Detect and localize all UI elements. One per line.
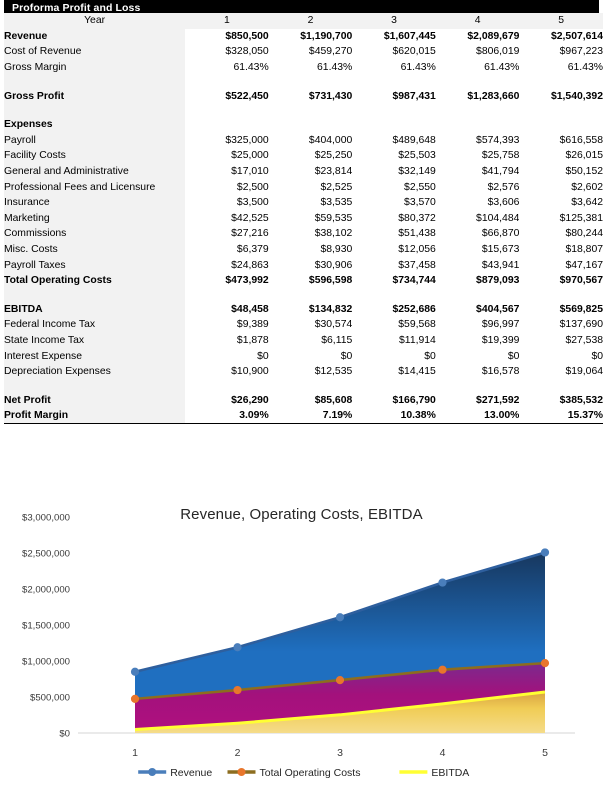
data-point-total-operating-costs bbox=[439, 666, 446, 673]
row-value-year-1: $328,050 bbox=[185, 44, 269, 60]
row-value-year-3: $2,550 bbox=[352, 179, 436, 195]
row-value-year-4: $574,393 bbox=[436, 133, 520, 149]
legend-marker bbox=[148, 768, 156, 776]
y-axis-tick-label: $3,000,000 bbox=[21, 512, 70, 524]
header-cell-year-5: 5 bbox=[519, 13, 603, 29]
spacer-cell bbox=[519, 75, 603, 88]
row-label: State Income Tax bbox=[4, 333, 185, 349]
row-value-year-1: $25,000 bbox=[185, 148, 269, 164]
row-label: Gross Margin bbox=[4, 60, 185, 76]
row-value-year-3: $489,648 bbox=[352, 133, 436, 149]
row-label: Professional Fees and Licensure bbox=[4, 179, 185, 195]
row-label: Payroll Taxes bbox=[4, 257, 185, 273]
row-value-year-5: $19,064 bbox=[519, 364, 603, 380]
row-value-year-2: $30,574 bbox=[269, 317, 353, 333]
legend-marker bbox=[238, 768, 246, 776]
data-point-total-operating-costs bbox=[234, 686, 241, 693]
row-value-year-2: $134,832 bbox=[269, 302, 353, 318]
row-label: Depreciation Expenses bbox=[4, 364, 185, 380]
table-row bbox=[4, 242, 603, 258]
spacer-cell bbox=[185, 289, 269, 302]
row-value-year-2: 61.43% bbox=[269, 60, 353, 76]
row-value-year-2: $0 bbox=[269, 348, 353, 364]
row-value-year-5: 15.37% bbox=[519, 408, 603, 424]
row-value-year-4: $3,606 bbox=[436, 195, 520, 211]
row-value-year-2: $8,930 bbox=[269, 242, 353, 258]
row-label: Marketing bbox=[4, 211, 185, 227]
row-value-year-1: $325,000 bbox=[185, 133, 269, 149]
row-label: Payroll bbox=[4, 133, 185, 149]
row-value-year-4: $25,758 bbox=[436, 148, 520, 164]
revenue-costs-ebitda-chart bbox=[0, 495, 603, 795]
row-value-year-5: $1,540,392 bbox=[519, 88, 603, 104]
y-axis-tick-label: $1,500,000 bbox=[21, 620, 70, 632]
row-value-year-2: $2,525 bbox=[269, 179, 353, 195]
spacer-label-cell bbox=[4, 289, 185, 302]
row-value-year-1: $3,500 bbox=[185, 195, 269, 211]
spacer-label-cell bbox=[4, 104, 185, 117]
row-value-year-5: $137,690 bbox=[519, 317, 603, 333]
table-row bbox=[4, 179, 603, 195]
row-value-year-5: $3,642 bbox=[519, 195, 603, 211]
row-value-year-1: 3.09% bbox=[185, 408, 269, 424]
row-label: Cost of Revenue bbox=[4, 44, 185, 60]
legend-label: Revenue bbox=[170, 766, 213, 779]
row-value-year-4: $879,093 bbox=[436, 273, 520, 289]
row-value-year-4: $96,997 bbox=[436, 317, 520, 333]
spacer-cell bbox=[352, 104, 436, 117]
data-point-revenue bbox=[336, 614, 343, 621]
legend-item-revenue[interactable] bbox=[138, 767, 212, 779]
table-row bbox=[4, 392, 603, 408]
spacer-cell bbox=[519, 379, 603, 392]
row-value-year-3: $11,914 bbox=[352, 333, 436, 349]
table-row bbox=[4, 164, 603, 180]
row-value-year-1: $522,450 bbox=[185, 88, 269, 104]
row-value-year-5: $970,567 bbox=[519, 273, 603, 289]
pl-data-table bbox=[4, 13, 603, 424]
row-label: Total Operating Costs bbox=[4, 273, 185, 289]
row-value-year-4: $271,592 bbox=[436, 392, 520, 408]
row-value-year-3 bbox=[352, 117, 436, 133]
row-label: Profit Margin bbox=[4, 408, 185, 424]
row-label: Gross Profit bbox=[4, 88, 185, 104]
row-value-year-5: $80,244 bbox=[519, 226, 603, 242]
data-point-revenue bbox=[541, 549, 548, 556]
row-value-year-5: $18,807 bbox=[519, 242, 603, 258]
row-value-year-5: 61.43% bbox=[519, 60, 603, 76]
x-axis-tick-label: 3 bbox=[337, 747, 343, 759]
row-value-year-5: $2,507,614 bbox=[519, 29, 603, 45]
table-row bbox=[4, 226, 603, 242]
row-value-year-1: $9,389 bbox=[185, 317, 269, 333]
table-row bbox=[4, 333, 603, 349]
row-value-year-3: 61.43% bbox=[352, 60, 436, 76]
row-value-year-3: $14,415 bbox=[352, 364, 436, 380]
spacer-cell bbox=[352, 75, 436, 88]
row-value-year-2: $404,000 bbox=[269, 133, 353, 149]
row-value-year-3: $620,015 bbox=[352, 44, 436, 60]
legend-label: EBITDA bbox=[431, 766, 470, 779]
row-value-year-4: $104,484 bbox=[436, 211, 520, 227]
spacer-cell bbox=[185, 379, 269, 392]
row-value-year-1: $24,863 bbox=[185, 257, 269, 273]
row-value-year-2: $6,115 bbox=[269, 333, 353, 349]
row-value-year-5: $385,532 bbox=[519, 392, 603, 408]
table-header-row bbox=[4, 13, 603, 29]
spacer-cell bbox=[436, 75, 520, 88]
row-value-year-2: $85,608 bbox=[269, 392, 353, 408]
legend-item-ebitda[interactable] bbox=[399, 767, 469, 779]
row-value-year-2: $59,535 bbox=[269, 211, 353, 227]
row-label: Commissions bbox=[4, 226, 185, 242]
row-value-year-3: $51,438 bbox=[352, 226, 436, 242]
spacer-cell bbox=[436, 104, 520, 117]
row-value-year-3: $80,372 bbox=[352, 211, 436, 227]
data-point-total-operating-costs bbox=[541, 660, 548, 667]
x-axis-tick-label: 5 bbox=[542, 747, 548, 759]
row-value-year-2: $23,814 bbox=[269, 164, 353, 180]
row-value-year-3: $252,686 bbox=[352, 302, 436, 318]
row-value-year-2: $38,102 bbox=[269, 226, 353, 242]
table-row bbox=[4, 29, 603, 45]
spacer-cell bbox=[269, 379, 353, 392]
data-point-revenue bbox=[439, 579, 446, 586]
table-title: Proforma Profit and Loss bbox=[4, 0, 599, 13]
row-value-year-4: $2,576 bbox=[436, 179, 520, 195]
row-value-year-5 bbox=[519, 117, 603, 133]
spacer-cell bbox=[352, 379, 436, 392]
row-label: Misc. Costs bbox=[4, 242, 185, 258]
row-value-year-1: $10,900 bbox=[185, 364, 269, 380]
table-spacer-row bbox=[4, 379, 603, 392]
y-axis-tick-label: $2,500,000 bbox=[21, 548, 70, 560]
row-label: Net Profit bbox=[4, 392, 185, 408]
row-value-year-5: $50,152 bbox=[519, 164, 603, 180]
row-value-year-2: $459,270 bbox=[269, 44, 353, 60]
spacer-cell bbox=[269, 104, 353, 117]
spacer-cell bbox=[185, 104, 269, 117]
table-row bbox=[4, 364, 603, 380]
table-spacer-row bbox=[4, 289, 603, 302]
row-value-year-5: $47,167 bbox=[519, 257, 603, 273]
row-value-year-1: 61.43% bbox=[185, 60, 269, 76]
row-value-year-3: $1,607,445 bbox=[352, 29, 436, 45]
row-value-year-3: $37,458 bbox=[352, 257, 436, 273]
header-cell-year-2: 2 bbox=[269, 13, 353, 29]
row-value-year-3: $25,503 bbox=[352, 148, 436, 164]
table-row bbox=[4, 211, 603, 227]
row-value-year-4: $806,019 bbox=[436, 44, 520, 60]
row-label: EBITDA bbox=[4, 302, 185, 318]
row-value-year-3: $0 bbox=[352, 348, 436, 364]
table-row bbox=[4, 348, 603, 364]
row-value-year-3: $987,431 bbox=[352, 88, 436, 104]
row-value-year-1: $17,010 bbox=[185, 164, 269, 180]
row-label: Revenue bbox=[4, 29, 185, 45]
row-value-year-2: $3,535 bbox=[269, 195, 353, 211]
row-value-year-4: $1,283,660 bbox=[436, 88, 520, 104]
spacer-cell bbox=[519, 104, 603, 117]
spacer-cell bbox=[352, 289, 436, 302]
spacer-cell bbox=[269, 75, 353, 88]
header-cell-year-3: 3 bbox=[352, 13, 436, 29]
spacer-cell bbox=[185, 75, 269, 88]
row-value-year-5: $967,223 bbox=[519, 44, 603, 60]
spacer-cell bbox=[269, 289, 353, 302]
y-axis-tick-label: $1,000,000 bbox=[21, 656, 70, 668]
table-row bbox=[4, 60, 603, 76]
row-value-year-5: $2,602 bbox=[519, 179, 603, 195]
row-value-year-4: $2,089,679 bbox=[436, 29, 520, 45]
row-value-year-4: 13.00% bbox=[436, 408, 520, 424]
row-value-year-4: $404,567 bbox=[436, 302, 520, 318]
chart-title: Revenue, Operating Costs, EBITDA bbox=[180, 506, 423, 523]
row-value-year-2: $25,250 bbox=[269, 148, 353, 164]
table-spacer-row bbox=[4, 104, 603, 117]
row-label: Insurance bbox=[4, 195, 185, 211]
x-axis-tick-label: 4 bbox=[439, 747, 446, 759]
header-cell-year: Year bbox=[4, 13, 185, 29]
table-row bbox=[4, 117, 603, 133]
row-value-year-2: $731,430 bbox=[269, 88, 353, 104]
row-label: Federal Income Tax bbox=[4, 317, 185, 333]
data-point-revenue bbox=[131, 668, 138, 675]
row-value-year-4: $66,870 bbox=[436, 226, 520, 242]
row-value-year-3: $59,568 bbox=[352, 317, 436, 333]
row-value-year-4: $41,794 bbox=[436, 164, 520, 180]
spacer-cell bbox=[436, 289, 520, 302]
table-spacer-row bbox=[4, 75, 603, 88]
row-value-year-3: $12,056 bbox=[352, 242, 436, 258]
row-value-year-1: $26,290 bbox=[185, 392, 269, 408]
table-row bbox=[4, 44, 603, 60]
table-row bbox=[4, 133, 603, 149]
row-value-year-4: 61.43% bbox=[436, 60, 520, 76]
row-label: General and Administrative bbox=[4, 164, 185, 180]
row-value-year-1: $0 bbox=[185, 348, 269, 364]
row-value-year-1: $27,216 bbox=[185, 226, 269, 242]
row-value-year-2: $30,906 bbox=[269, 257, 353, 273]
row-value-year-3: $166,790 bbox=[352, 392, 436, 408]
row-value-year-3: $3,570 bbox=[352, 195, 436, 211]
y-axis-tick-label: $2,000,000 bbox=[21, 584, 70, 596]
row-value-year-1: $42,525 bbox=[185, 211, 269, 227]
row-value-year-2: $596,598 bbox=[269, 273, 353, 289]
header-cell-year-1: 1 bbox=[185, 13, 269, 29]
table-row bbox=[4, 302, 603, 318]
y-axis-tick-label: $500,000 bbox=[29, 692, 70, 704]
header-cell-year-4: 4 bbox=[436, 13, 520, 29]
row-value-year-5: $27,538 bbox=[519, 333, 603, 349]
row-value-year-5: $0 bbox=[519, 348, 603, 364]
row-value-year-5: $125,381 bbox=[519, 211, 603, 227]
row-value-year-1: $2,500 bbox=[185, 179, 269, 195]
row-value-year-3: 10.38% bbox=[352, 408, 436, 424]
row-value-year-1: $6,379 bbox=[185, 242, 269, 258]
spacer-cell bbox=[519, 289, 603, 302]
y-axis-tick-label: $0 bbox=[59, 728, 70, 740]
row-value-year-4 bbox=[436, 117, 520, 133]
row-value-year-3: $734,744 bbox=[352, 273, 436, 289]
row-value-year-5: $616,558 bbox=[519, 133, 603, 149]
row-value-year-1: $1,878 bbox=[185, 333, 269, 349]
row-value-year-1 bbox=[185, 117, 269, 133]
row-value-year-4: $0 bbox=[436, 348, 520, 364]
row-value-year-5: $26,015 bbox=[519, 148, 603, 164]
row-value-year-4: $16,578 bbox=[436, 364, 520, 380]
table-row bbox=[4, 273, 603, 289]
table-row bbox=[4, 408, 603, 424]
legend-item-total-operating-costs[interactable] bbox=[228, 767, 361, 779]
row-value-year-4: $15,673 bbox=[436, 242, 520, 258]
row-value-year-1: $48,458 bbox=[185, 302, 269, 318]
row-value-year-1: $473,992 bbox=[185, 273, 269, 289]
chart-canvas bbox=[0, 495, 603, 795]
x-axis-tick-label: 1 bbox=[132, 747, 138, 759]
spacer-cell bbox=[436, 379, 520, 392]
row-label: Facility Costs bbox=[4, 148, 185, 164]
spacer-label-cell bbox=[4, 75, 185, 88]
table-row bbox=[4, 257, 603, 273]
table-row bbox=[4, 148, 603, 164]
row-value-year-2: 7.19% bbox=[269, 408, 353, 424]
spacer-label-cell bbox=[4, 379, 185, 392]
data-point-total-operating-costs bbox=[336, 676, 343, 683]
table-row bbox=[4, 195, 603, 211]
table-row bbox=[4, 88, 603, 104]
row-value-year-3: $32,149 bbox=[352, 164, 436, 180]
legend-label: Total Operating Costs bbox=[259, 766, 361, 779]
row-value-year-4: $19,399 bbox=[436, 333, 520, 349]
row-label: Expenses bbox=[4, 117, 185, 133]
table-row bbox=[4, 317, 603, 333]
row-value-year-4: $43,941 bbox=[436, 257, 520, 273]
data-point-total-operating-costs bbox=[131, 695, 138, 702]
row-value-year-2 bbox=[269, 117, 353, 133]
row-value-year-2: $1,190,700 bbox=[269, 29, 353, 45]
x-axis-tick-label: 2 bbox=[234, 747, 241, 759]
row-value-year-5: $569,825 bbox=[519, 302, 603, 318]
data-point-revenue bbox=[234, 644, 241, 651]
row-value-year-2: $12,535 bbox=[269, 364, 353, 380]
row-value-year-1: $850,500 bbox=[185, 29, 269, 45]
row-label: Interest Expense bbox=[4, 348, 185, 364]
